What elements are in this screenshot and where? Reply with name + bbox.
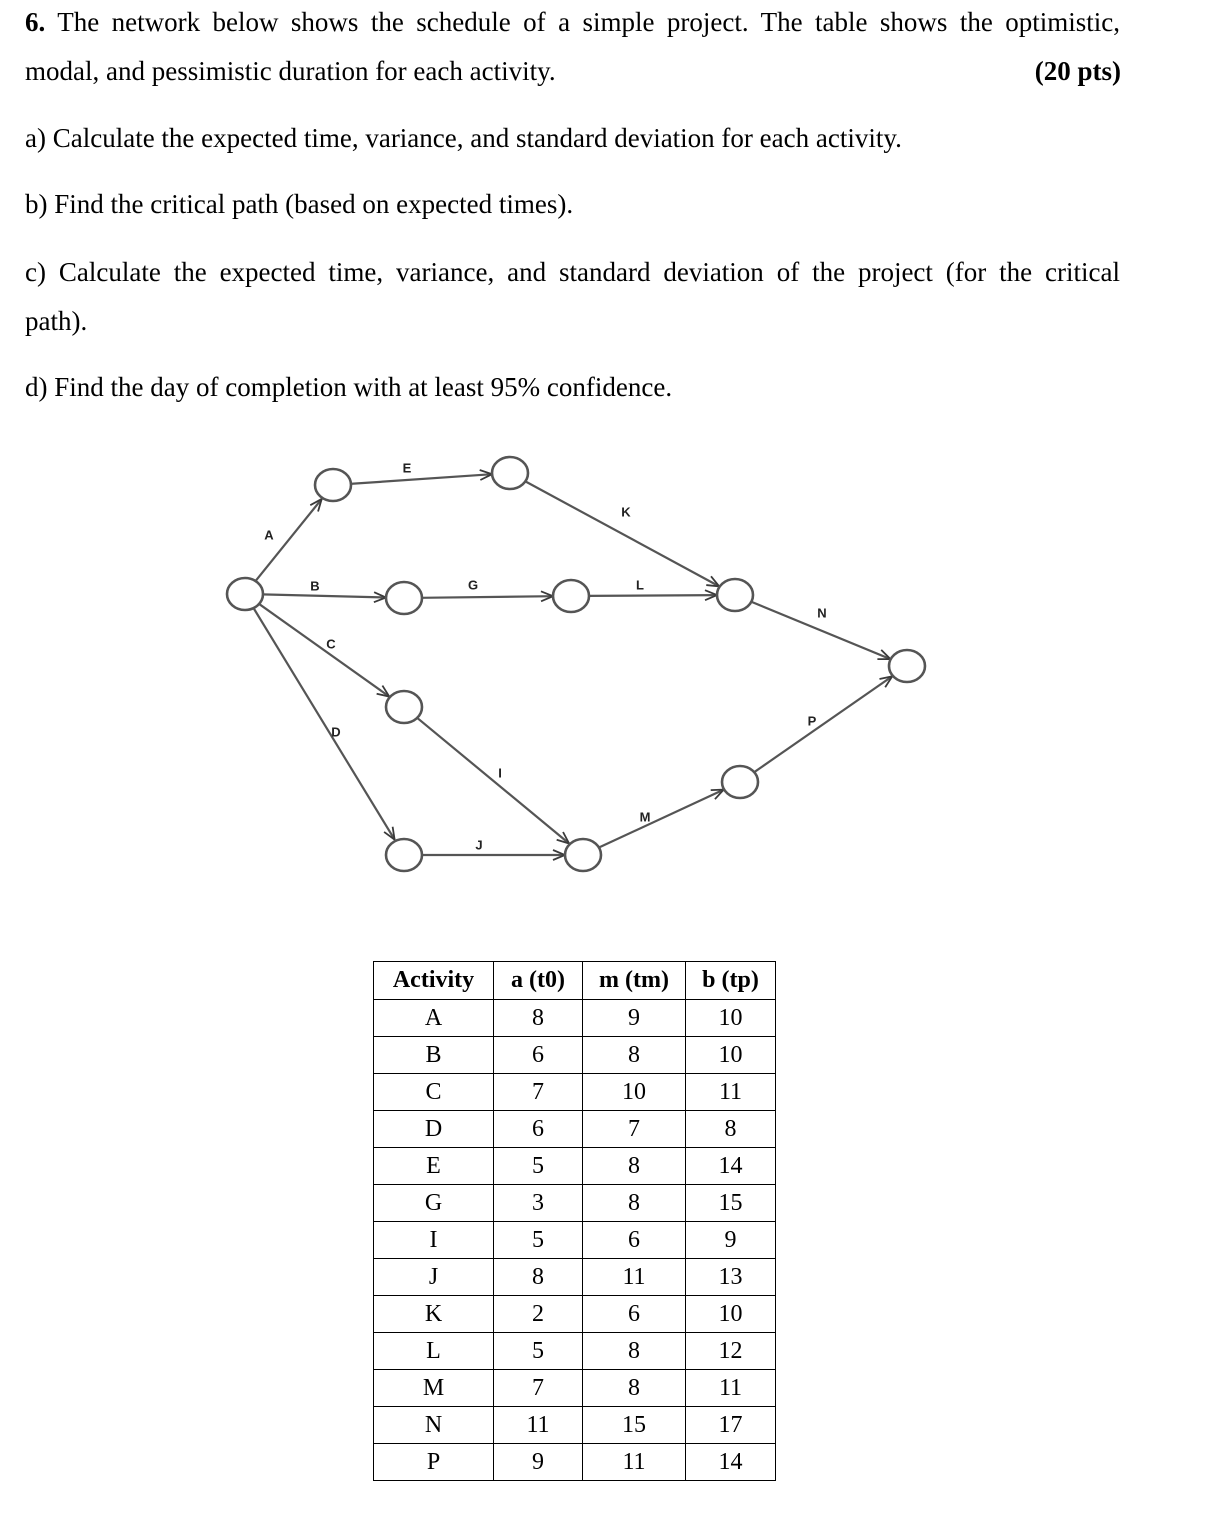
question-intro-line2: modal, and pessimistic duration for each activity. [25, 56, 556, 86]
table-row [374, 1296, 776, 1333]
event-node [553, 580, 589, 612]
question-number: 6. [25, 7, 46, 37]
cell-activity: K [374, 1296, 494, 1333]
event-node [386, 691, 422, 723]
cell-activity: P [374, 1444, 494, 1481]
activity-label-l: L [636, 577, 644, 593]
cell-a: 2 [494, 1296, 583, 1333]
project-network-diagram [0, 440, 1225, 900]
activity-arrow-p [754, 676, 892, 772]
cell-a: 8 [494, 1000, 583, 1037]
cell-a: 5 [494, 1222, 583, 1259]
activity-label-b: B [310, 578, 320, 594]
cell-b: 15 [686, 1185, 776, 1222]
activity-arrow-l [588, 595, 717, 596]
cell-a: 11 [494, 1407, 583, 1444]
table-row [374, 1185, 776, 1222]
event-node [227, 578, 263, 610]
table-row [374, 1037, 776, 1074]
cell-activity: M [374, 1370, 494, 1407]
activity-label-m: M [639, 809, 651, 825]
activity-arrow-i [417, 718, 569, 844]
activity-label-g: G [467, 577, 479, 593]
cell-m: 6 [583, 1222, 686, 1259]
cell-m: 7 [583, 1111, 686, 1148]
header-pessimistic: b (tp) [686, 962, 776, 1000]
table-row [374, 1222, 776, 1259]
cell-activity: G [374, 1185, 494, 1222]
cell-activity: C [374, 1074, 494, 1111]
question-intro-line1 [25, 6, 1120, 38]
activity-label-a: A [264, 527, 274, 543]
activity-label-i: I [498, 765, 502, 781]
cell-m: 11 [583, 1259, 686, 1296]
cell-activity: I [374, 1222, 494, 1259]
event-node [889, 650, 925, 682]
header-modal: m (tm) [583, 962, 686, 1000]
cell-activity: J [374, 1259, 494, 1296]
activity-label-k: K [621, 504, 631, 520]
cell-m: 8 [583, 1037, 686, 1074]
table-row [374, 1074, 776, 1111]
event-node [722, 766, 758, 798]
cell-a: 9 [494, 1444, 583, 1481]
cell-m: 10 [583, 1074, 686, 1111]
cell-a: 3 [494, 1185, 583, 1222]
cell-a: 5 [494, 1333, 583, 1370]
event-node [386, 582, 422, 614]
table-row [374, 1000, 776, 1037]
cell-b: 11 [686, 1074, 776, 1111]
cell-a: 5 [494, 1148, 583, 1185]
activity-label-n: N [817, 605, 827, 621]
cell-b: 10 [686, 1037, 776, 1074]
cell-a: 6 [494, 1037, 583, 1074]
activity-arrow-e [350, 474, 492, 484]
activity-label-j: J [475, 837, 483, 853]
table-row [374, 1148, 776, 1185]
activity-label-d: D [331, 724, 341, 740]
part-a: a) Calculate the expected time, variance, and standard deviation for each activity. [25, 123, 902, 153]
cell-m: 8 [583, 1185, 686, 1222]
cell-m: 11 [583, 1444, 686, 1481]
cell-activity: E [374, 1148, 494, 1185]
cell-m: 8 [583, 1148, 686, 1185]
cell-a: 7 [494, 1370, 583, 1407]
cell-b: 14 [686, 1444, 776, 1481]
header-optimistic: a (t0) [494, 962, 583, 1000]
cell-m: 8 [583, 1333, 686, 1370]
cell-m: 8 [583, 1370, 686, 1407]
activity-label-c: C [326, 636, 336, 652]
table-row [374, 1111, 776, 1148]
part-b: b) Find the critical path (based on expected times). [25, 189, 574, 219]
cell-b: 12 [686, 1333, 776, 1370]
cell-activity: B [374, 1037, 494, 1074]
table-header-row [374, 962, 776, 1000]
part-d: d) Find the day of completion with at least 95% confidence. [25, 372, 673, 402]
cell-a: 8 [494, 1259, 583, 1296]
cell-b: 13 [686, 1259, 776, 1296]
cell-activity: L [374, 1333, 494, 1370]
event-node [565, 839, 601, 871]
duration-table [373, 961, 776, 1481]
cell-activity: D [374, 1111, 494, 1148]
table-row [374, 1370, 776, 1407]
cell-m: 9 [583, 1000, 686, 1037]
part-c-line1: c) Calculate the expected time, variance, and standard deviation of the project (for the critical [25, 257, 1120, 287]
part-c-line2: path). [25, 306, 88, 336]
activity-arrow-b [262, 594, 386, 597]
table-row [374, 1333, 776, 1370]
table-row [374, 1259, 776, 1296]
header-activity: Activity [374, 962, 494, 1000]
cell-m: 6 [583, 1296, 686, 1333]
cell-b: 10 [686, 1000, 776, 1037]
cell-b: 10 [686, 1296, 776, 1333]
cell-activity: N [374, 1407, 494, 1444]
cell-b: 9 [686, 1222, 776, 1259]
cell-a: 7 [494, 1074, 583, 1111]
question-intro-text: The network below shows the schedule of a simple project. The table shows the optimistic, [57, 7, 1120, 37]
cell-a: 6 [494, 1111, 583, 1148]
table-row [374, 1444, 776, 1481]
points-label: (20 pts) [1034, 56, 1121, 86]
activity-label-e: E [402, 460, 412, 476]
cell-b: 14 [686, 1148, 776, 1185]
table-row [374, 1407, 776, 1444]
event-node [386, 839, 422, 871]
activity-arrow-g [421, 596, 553, 598]
activity-arrow-k [525, 481, 719, 586]
cell-b: 11 [686, 1370, 776, 1407]
cell-activity: A [374, 1000, 494, 1037]
cell-b: 8 [686, 1111, 776, 1148]
event-node [492, 457, 528, 489]
event-node [315, 469, 351, 501]
activity-label-p: P [807, 713, 817, 729]
activity-arrow-m [598, 790, 723, 848]
cell-m: 15 [583, 1407, 686, 1444]
event-node [717, 579, 753, 611]
cell-b: 17 [686, 1407, 776, 1444]
activity-arrow-d [254, 609, 395, 840]
